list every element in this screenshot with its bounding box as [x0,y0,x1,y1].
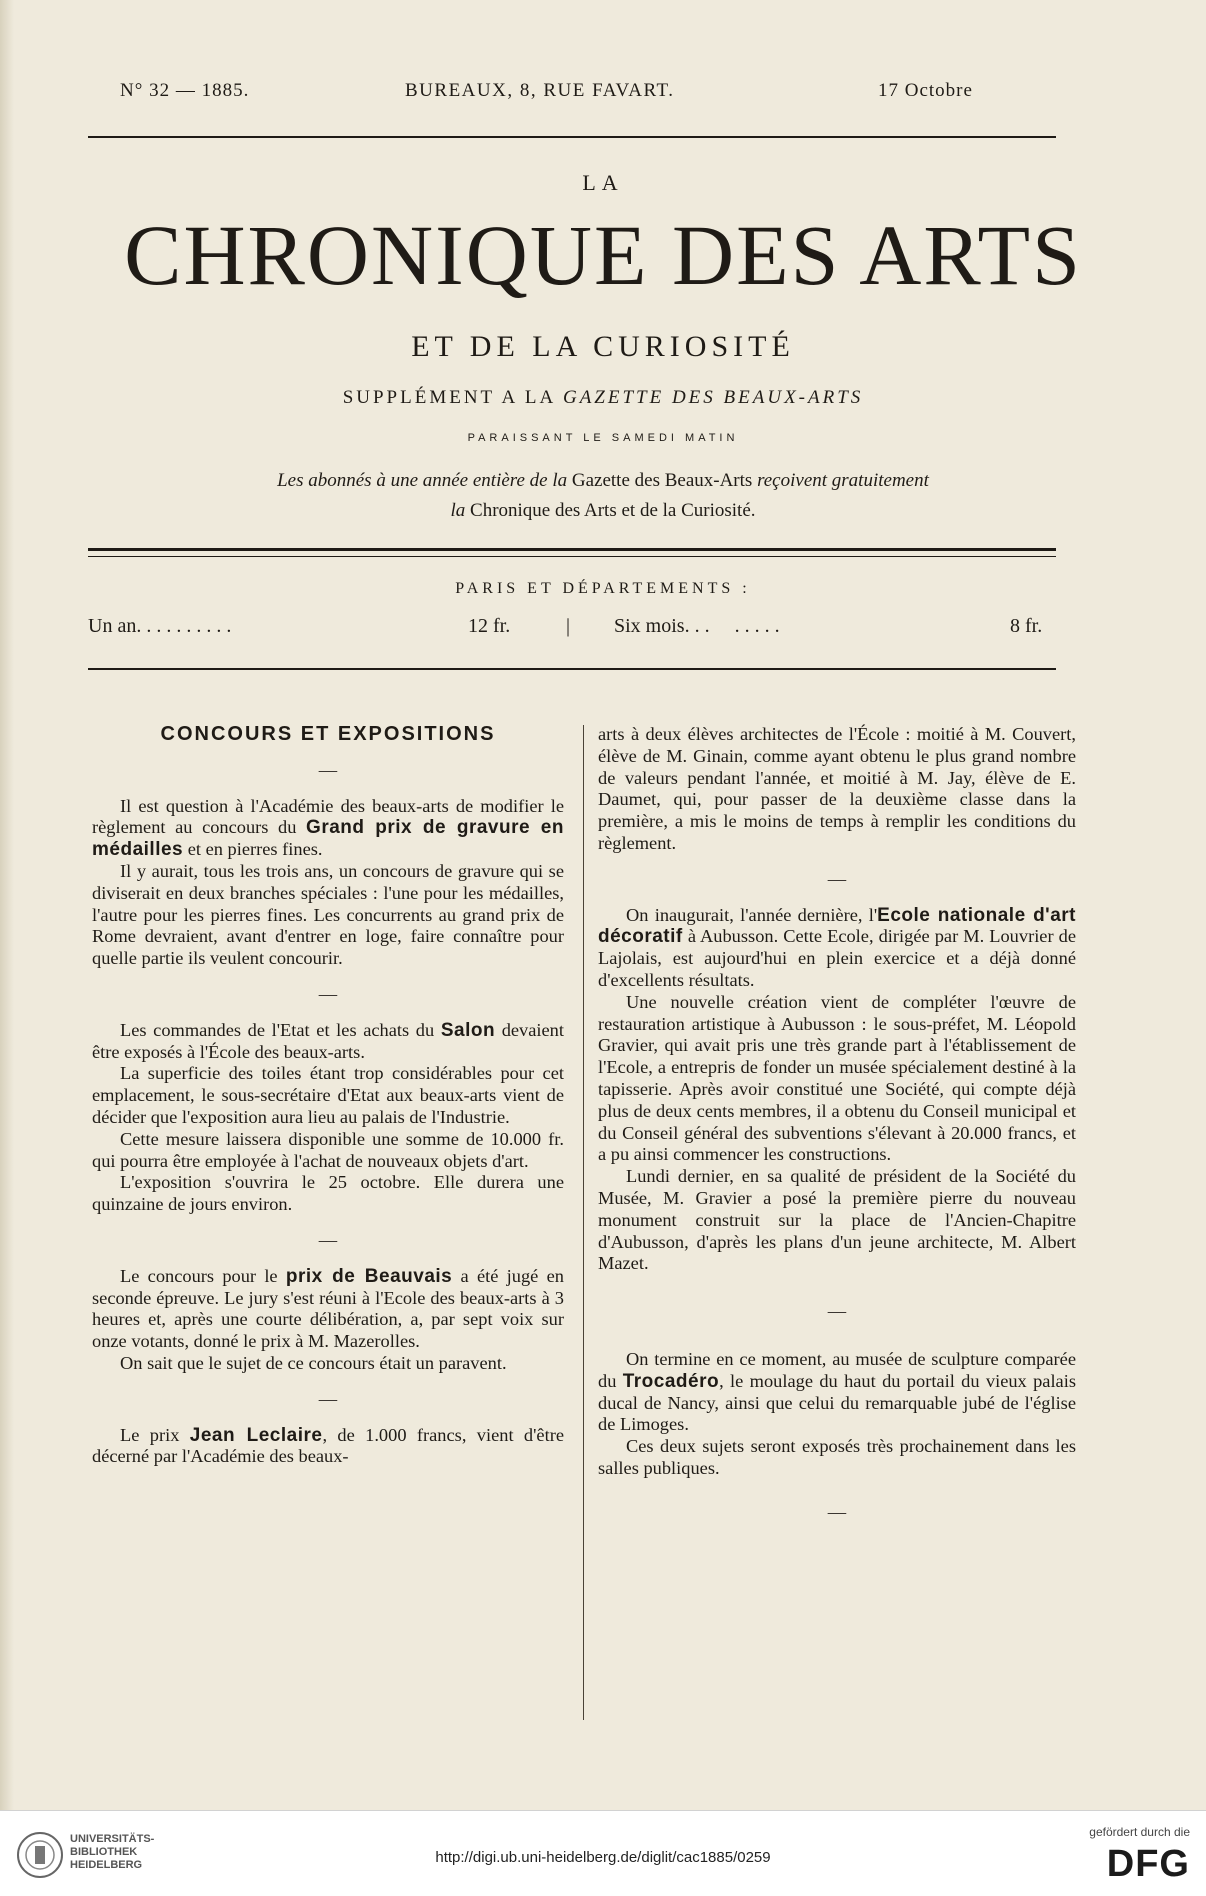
price-year-label: Un an. . . . . . . . . . [88,615,232,637]
dfg-logo: DFG [1106,1843,1190,1885]
masthead-subtitle: ET DE LA CURIOSITÉ [411,330,795,363]
subscribers-text-a: Les abonnés à une année entière de la [277,470,568,491]
institution-line: BIBLIOTHEK [70,1846,138,1858]
text-run: , de 1.000 francs, vient d'être décerné par l'Académie des beaux- [92,1424,564,1467]
supplement-journal: GAZETTE DES BEAUX-ARTS [562,387,864,408]
highlight-term: prix de Beauvais [285,1265,453,1287]
article-paragraph: Ces deux sujets seront exposés très prochainement dans les salles publiques. [598,1436,1076,1478]
article-paragraph: La superficie des toiles étant trop considérables pour cet emplacement, le sous-secrétaire d'Etat aux beaux-arts vient de décider que l'exposition aura lieu au palais de l'Industrie. [92,1063,564,1127]
article-paragraph: Lundi dernier, en sa qualité de président de la Société du Musée, M. Gravier a posé la première pierre du nouveau monument construit sur la place de l'Ancien-Chapitre d'Aubusson, d'après les plans d'un jeune architecte, M. Albert Mazet. [598,1166,1076,1274]
header-rule [88,136,1056,138]
article-paragraph [598,905,1076,992]
article-paragraph: Cette mesure laissera disponible une somme de 10.000 fr. qui pourra être employée à l'achat de nouveaux objets d'art. [92,1128,564,1171]
subscription-heading: PARIS ET DÉPARTEMENTS : [455,580,751,597]
separator: — [318,759,338,780]
column-divider [583,725,584,1720]
subscribers-text-c: reçoivent gratuitement [757,470,929,491]
viewer-footer [0,1810,1206,1896]
article-paragraph: Il y aurait, tous les trois ans, un concours de gravure qui se diviserait en deux branches spéciales : l'une pour les médailles, l'autre pour les pierres fines. Les concurrents au grand prix de Rome devraient, avant d'entrer en loge, faire connaître pour quelle partie ils veulent concourir. [92,860,564,969]
text-run: Le concours pour le [120,1265,278,1286]
subscribers-text-b: Gazette des Beaux-Arts [571,470,753,491]
article-paragraph [92,1266,564,1353]
permalink-url[interactable]: http://digi.ub.uni-heidelberg.de/diglit/cac1885/0259 [435,1849,771,1866]
issue-number: N° 32 — 1885. [120,80,250,101]
price-six-label: Six mois. . . . . . . . [614,615,780,637]
article-paragraph [92,796,564,861]
highlight-term: Salon [440,1019,496,1041]
article-paragraph: L'exposition s'ouvrira le 25 octobre. Elle durera une quinzaine de jours environ. [92,1172,564,1215]
issue-date: 17 Octobre [878,80,973,101]
text-run: Les commandes de l'Etat et les achats du [120,1019,435,1040]
text-run: devaient être exposés à l'École des beaux-arts. [92,1019,564,1062]
masthead-rule-thin [88,556,1056,557]
separator: — [827,868,847,889]
article-paragraph: On sait que le sujet de ce concours était un paravent. [120,1352,507,1373]
masthead-title: CHRONIQUE DES ARTS [124,207,1082,303]
price-six-value: 8 fr. [1010,615,1043,637]
highlight-term: Grand prix de gravure en médailles [92,817,564,861]
text-run: , le moulage du haut du portail du vieux palais ducal de Nancy, ainsi que celui du remarquable jubé de l'église de Limoges. [598,1370,1076,1435]
section-heading: CONCOURS ET EXPOSITIONS [160,723,496,745]
institution-line: UNIVERSITÄTS- [70,1833,155,1845]
subscribers-note [0,466,1206,526]
supplement-prefix: SUPPLÉMENT A LA [342,387,556,408]
separator: — [318,1388,338,1409]
subscribers-text-e: Chronique des Arts et de la Curiosité. [470,500,756,521]
article-paragraph: Une nouvelle création vient de compléter l'œuvre de restauration artistique à Aubusson : le sous-préfet, M. Léopold Gravier, qui avait pris une très grande part à l'établissement de l'Ecole, a entrepris de fonder un musée spécialement destiné à la tapisserie. Après avoir constitué une Société, qui compte déjà plus de deux cents membres, il a obtenu du Conseil municipal et du Conseil général des subventions s'élevant à 20.000 francs, et a pu ainsi commencer les constructions. [598,991,1076,1165]
text-run: et en pierres fines. [187,839,323,860]
article-paragraph: arts à deux élèves architectes de l'École : moitié à M. Couvert, élève de M. Ginain, comme ayant obtenu le plus grand nombre de valeurs pendant l'année, et moitié à M. Jay, élève de E. Daumet, qui, pour passer de la deuxième classe dans la première, a mis le moins de temps à remplir les conditions du règlement. [598,724,1076,853]
article-paragraph [92,1020,564,1064]
text-run: a été jugé en seconde épreuve. Le jury s'est réuni à l'Ecole des beaux-arts à 3 heures et, après une courte délibération, a, par sept voix sur onze votants, donné le prix à M. Mazerolles. [92,1265,564,1352]
separator: — [318,1229,338,1250]
highlight-term: Trocadéro [622,1370,720,1392]
masthead-article: LA [582,170,624,195]
price-year-value: 12 fr. [468,615,511,637]
right-column [598,724,1076,1538]
text-run: Le prix [120,1424,180,1445]
highlight-term: Jean Leclaire [189,1424,323,1446]
subscription-rule [88,668,1056,670]
text-run: Il est question à l'Académie des beaux-arts de modifier le règlement au concours du [92,795,564,838]
highlight-term: Ecole nationale d'art décoratif [598,904,1076,948]
institution-line: HEIDELBERG [70,1859,143,1871]
price-divider: | [566,615,571,637]
subscribers-text-d: la [450,500,466,521]
frequency-line: PARAISSANT LE SAMEDI MATIN [467,432,739,444]
article-paragraph [598,1349,1076,1436]
left-column [92,690,564,1468]
supplement-line [0,387,1206,409]
separator: — [318,983,338,1004]
text-run: On inaugurait, l'année dernière, l' [626,904,878,925]
funding-label: gefördert durch die [1089,1825,1190,1839]
text-run: à Aubusson. Cette Ecole, dirigée par M. Louvrier de Lajolais, est aujourd'hui en plein exercice et a déjà donné d'excellents résultats. [598,926,1076,990]
article-paragraph [92,1425,564,1469]
separator: — [827,1501,847,1522]
text-run: On termine en ce moment, au musée de sculpture comparée du [598,1348,1076,1391]
office-address: BUREAUX, 8, RUE FAVART. [405,80,675,101]
masthead-rule-thick [88,548,1056,551]
separator: — [827,1301,847,1322]
